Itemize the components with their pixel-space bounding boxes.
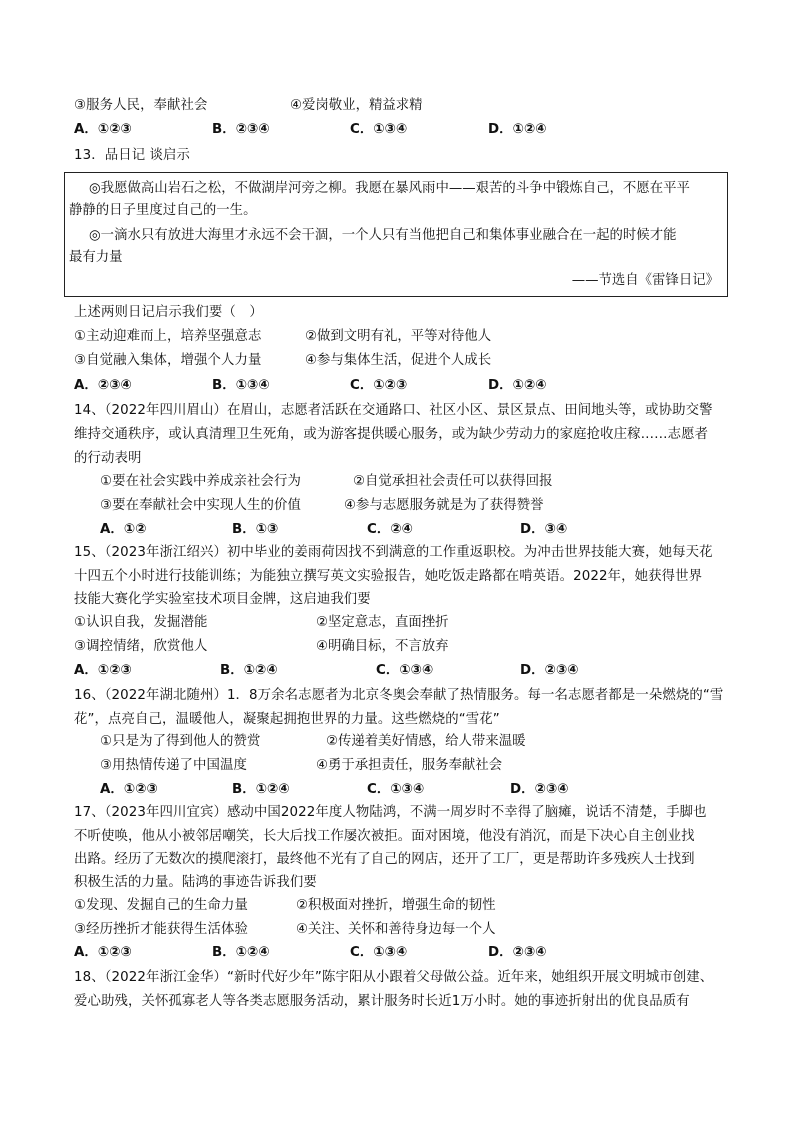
q13-title: 13．品日记 谈启示 [74, 148, 191, 163]
q15-statement-3: ③调控情绪，欣赏他人 [74, 639, 208, 654]
diary-p2-line2: 最有力量 [69, 250, 123, 265]
q17-line1: 17、（2023年四川宜宾）感动中国2022年度人物陆鸿，不满一周岁时不幸得了脑瘫，说话不清楚，手脚也 [74, 805, 707, 820]
q16-option-b: B．①②④ [232, 782, 290, 797]
q12-option-d: D．①②④ [488, 122, 547, 137]
q17-option-a: A．①②③ [74, 945, 132, 960]
q13-option-b: B．①③④ [212, 378, 270, 393]
q17-line3: 出路。经历了无数次的摸爬滚打，最终他不光有了自己的网店，还开了工厂，更是帮助许多残疾人士找到 [74, 852, 695, 867]
q14-option-b: B．①③ [232, 522, 279, 537]
q16-option-a: A．①②③ [100, 782, 158, 797]
q17-statement-1: ①发现、发掘自己的生命力量 [74, 898, 248, 913]
diary-p1-line2: 静静的日子里度过自己的一生。 [69, 203, 257, 218]
q15-statement-4: ④明确目标，不言放弃 [316, 639, 449, 654]
q17-line4: 积极生活的力量。陆鸿的事迹告诉我们要 [74, 875, 317, 890]
q14-statement-2: ②自觉承担社会责任可以获得回报 [353, 474, 553, 489]
q15-statement-1: ①认识自我，发掘潜能 [74, 615, 208, 630]
q13-statement-3: ③自觉融入集体，增强个人力量 [74, 353, 262, 368]
q16-statement-1: ①只是为了得到他人的赞赏 [100, 734, 261, 749]
q15-statement-2: ②坚定意志，直面挫折 [316, 615, 449, 630]
q16-statement-2: ②传递着美好情感，给人带来温暖 [326, 734, 526, 749]
diary-source: ——节选自《雷锋日记》 [571, 273, 719, 288]
q15-option-a: A．①②③ [74, 663, 132, 678]
q13-option-a: A．②③④ [74, 378, 132, 393]
q12-option-b: B．②③④ [212, 122, 270, 137]
q17-option-b: B．①②④ [212, 945, 270, 960]
q16-option-c: C．①③④ [367, 782, 425, 797]
q12-statement-3: ③服务人民，奉献社会 [74, 98, 208, 113]
q14-option-c: C．②④ [367, 522, 413, 537]
q14-line3: 的行动表明 [74, 451, 142, 466]
q16-statement-4: ④勇于承担责任，服务奉献社会 [316, 758, 503, 773]
q14-option-a: A．①② [100, 522, 147, 537]
q14-option-d: D．③④ [520, 522, 568, 537]
diary-p2-line1: ◎一滴水只有放进大海里才永远不会干涸，一个人只有当他把自己和集体事业融合在一起的时候才能 [89, 228, 677, 243]
q13-statement-1: ①主动迎难而上，培养坚强意志 [74, 329, 262, 344]
q15-line1: 15、（2023年浙江绍兴）初中毕业的姜雨荷因找不到满意的工作重返职校。为冲击世界技能大赛，她每天花 [74, 545, 713, 560]
q17-statement-3: ③经历挫折才能获得生活体验 [74, 922, 248, 937]
q17-statement-4: ④关注、关怀和善待身边每一个人 [296, 922, 496, 937]
q15-option-d: D．②③④ [520, 663, 579, 678]
diary-p1-line1: ◎我愿做高山岩石之松，不做湖岸河旁之柳。我愿在暴风雨中——艰苦的斗争中锻炼自己，不愿在平平 [89, 181, 690, 196]
q13-statement-4: ④参与集体生活，促进个人成长 [305, 353, 492, 368]
q12-option-c: C．①③④ [350, 122, 408, 137]
q17-line2: 不听使唤，他从小被邻居嘲笑，长大后找工作屡次被拒。面对困境，他没有消沉，而是下决心自主创业找 [74, 829, 695, 844]
diary-quote-box [64, 172, 728, 297]
q14-statement-3: ③要在奉献社会中实现人生的价值 [100, 498, 301, 513]
q15-option-c: C．①③④ [376, 663, 434, 678]
q15-line2: 十四五个小时进行技能训练；为能独立撰写英文实验报告，她吃饭走路都在啃英语。2022年，她获得世界 [74, 569, 703, 584]
q18-line2: 爱心助残，关怀孤寡老人等各类志愿服务活动，累计服务时长近1万小时。她的事迹折射出的优良品质有 [74, 994, 690, 1009]
q17-option-c: C．①③④ [350, 945, 408, 960]
q13-option-d: D．①②④ [488, 378, 547, 393]
q12-option-a: A．①②③ [74, 122, 132, 137]
q16-line1: 16、（2022年湖北随州）1．8万余名志愿者为北京冬奥会奉献了热情服务。每一名志愿者都是一朵燃烧的“雪 [74, 688, 724, 703]
q16-line2: 花”，点亮自己，温暖他人，凝聚起拥抱世界的力量。这些燃烧的“雪花” [74, 712, 500, 727]
q15-line3: 技能大赛化学实验室技术项目金牌，这启迪我们要 [74, 592, 371, 607]
q12-statement-4: ④爱岗敬业，精益求精 [290, 98, 423, 113]
q13-stem: 上述两则日记启示我们要（ ） [74, 305, 263, 320]
q14-line2: 维持交通秩序，或认真清理卫生死角，或为游客提供暖心服务，或为缺少劳动力的家庭抢收庄稼……志愿者 [74, 427, 709, 442]
q16-option-d: D．②③④ [510, 782, 569, 797]
q16-statement-3: ③用热情传递了中国温度 [100, 758, 248, 773]
q14-statement-4: ④参与志愿服务就是为了获得赞誉 [344, 498, 544, 513]
q17-option-d: D．②③④ [488, 945, 547, 960]
q13-statement-2: ②做到文明有礼，平等对待他人 [305, 329, 492, 344]
q17-statement-2: ②积极面对挫折，增强生命的韧性 [296, 898, 496, 913]
q18-line1: 18、（2022年浙江金华）“新时代好少年”陈宇阳从小跟着父母做公益。近年来，她组织开展文明城市创建、 [74, 970, 714, 985]
q14-line1: 14、（2022年四川眉山）在眉山，志愿者活跃在交通路口、社区小区、景区景点、田间地头等，或协助交警 [74, 403, 713, 418]
q14-statement-1: ①要在社会实践中养成亲社会行为 [100, 474, 301, 489]
q13-option-c: C．①②③ [350, 378, 408, 393]
q15-option-b: B．①②④ [220, 663, 278, 678]
